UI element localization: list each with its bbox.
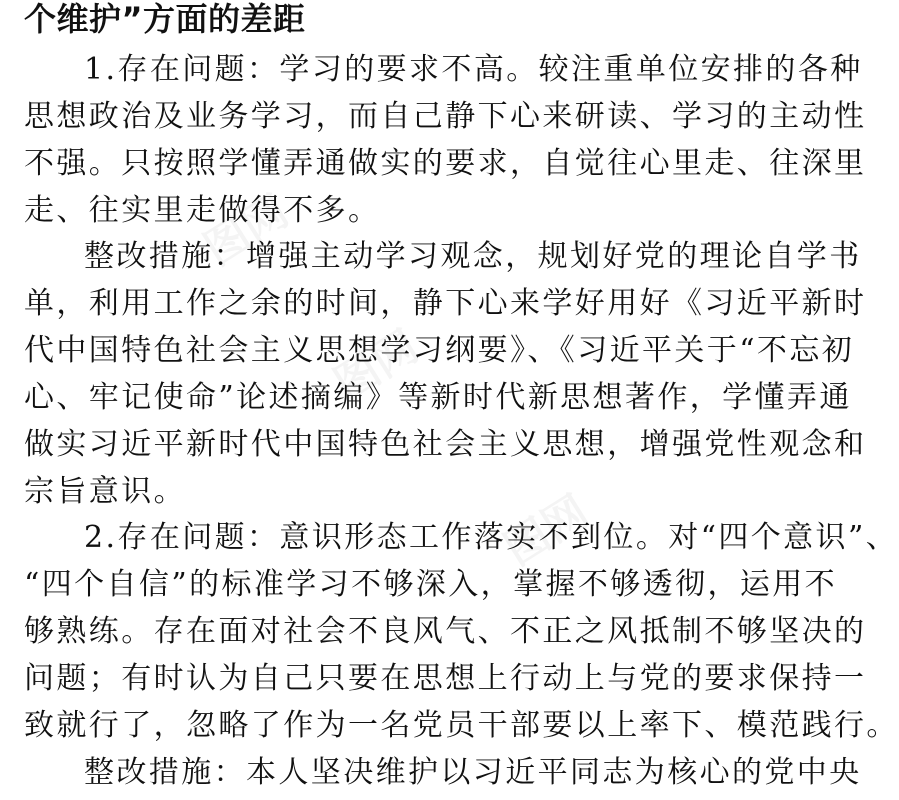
- paragraph-3-line-4: 问题；有时认为自己只要在思想上行动上与党的要求保持一: [24, 661, 867, 696]
- paragraph-3-line-1: 2.存在问题：意识形态工作落实不到位。对“四个意识”、: [84, 520, 899, 555]
- paragraph-2-line-6: 宗旨意识。: [24, 474, 186, 509]
- paragraph-3-line-2: “四个自信”的标准学习不够深入，掌握不够透彻，运用不: [24, 567, 838, 602]
- paragraph-4-line-1: 整改措施：本人坚决维护以习近平同志为核心的党中央: [84, 755, 862, 790]
- paragraph-2-line-2: 单，利用工作之余的时间，静下心来学好用好《习近平新时: [24, 286, 867, 321]
- paragraph-2-line-4: 心、牢记使命”论述摘编》等新时代新思想著作，学懂弄通: [24, 380, 852, 415]
- paragraph-2-line-1: 整改措施：增强主动学习观念，规划好党的理论自学书: [84, 239, 862, 274]
- paragraph-2-line-5: 做实习近平新时代中国特色社会主义思想，增强党性观念和: [24, 427, 867, 462]
- paragraph-3-line-5: 致就行了，忽略了作为一名党员干部要以上率下、模范践行。: [24, 708, 899, 743]
- paragraph-1-line-1: 1.存在问题：学习的要求不高。较注重单位安排的各种: [84, 52, 863, 87]
- section-heading: 个维护”方面的差距: [24, 0, 306, 38]
- paragraph-1-line-4: 走、往实里走做得不多。: [24, 193, 381, 228]
- paragraph-3-line-3: 够熟练。存在面对社会不良风气、不正之风抵制不够坚决的: [24, 614, 867, 649]
- paragraph-1-line-3: 不强。只按照学懂弄通做实的要求，自觉往心里走、往深里: [24, 146, 867, 181]
- paragraph-1-line-2: 思想政治及业务学习，而自己静下心来研读、学习的主动性: [24, 99, 867, 134]
- paragraph-2-line-3: 代中国特色社会主义思想学习纲要》、《习近平关于“不忘初: [24, 333, 855, 368]
